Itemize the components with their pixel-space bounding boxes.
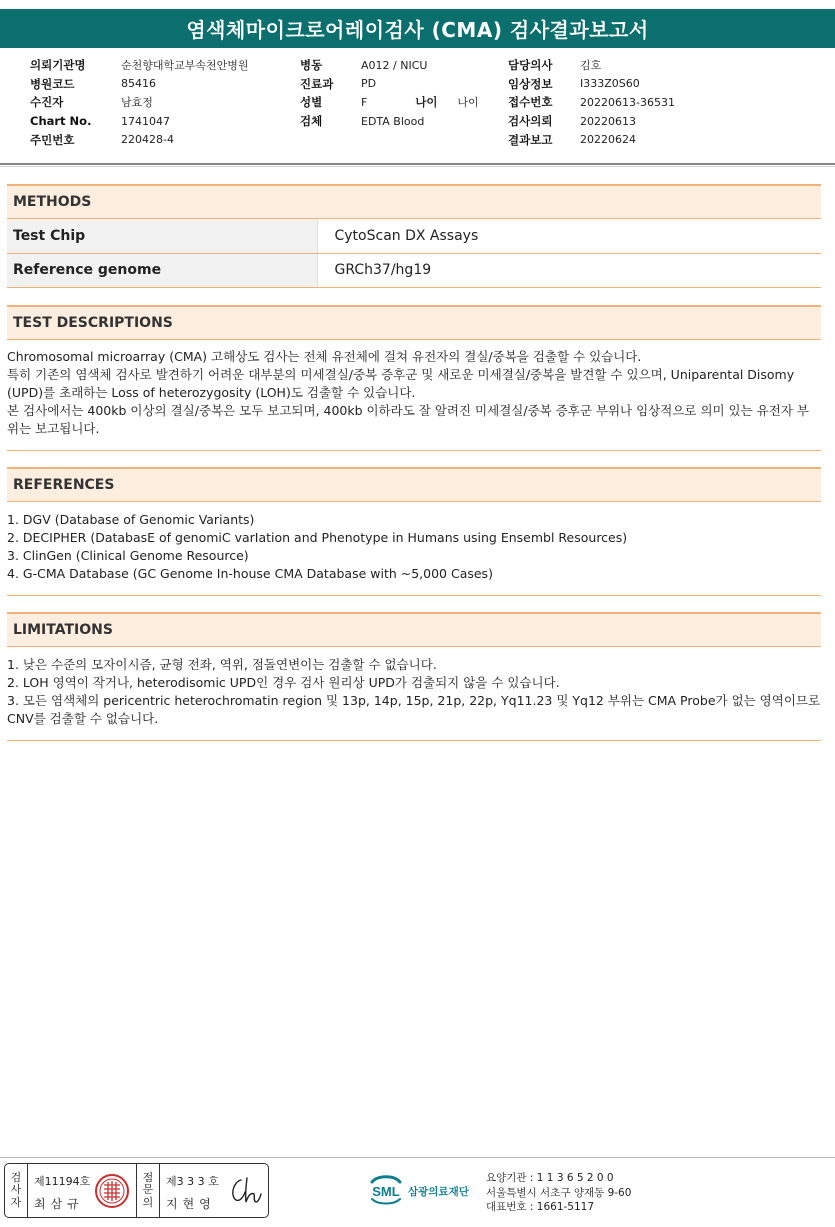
handwritten-signature-icon	[227, 1174, 263, 1208]
footer-divider	[0, 1157, 835, 1158]
methods-value: GRCh37/hg19	[317, 253, 821, 287]
description-paragraph: Chromosomal microarray (CMA) 고해상도 검사는 전체 유전체에 걸쳐 유전자의 결실/중복을 검출할 수 있습니다.	[7, 349, 642, 364]
org-address: 서울특별시 서초구 양재동 9-60	[486, 1186, 632, 1199]
info-row-clinical-info: 임상정보 I333Z0S60	[508, 76, 640, 91]
info-row-requesting-institution: 의뢰기관명 순천향대학교부속천안병원	[30, 58, 249, 73]
signature-divider	[27, 1164, 28, 1217]
official-seal-icon	[94, 1173, 130, 1209]
info-row-request-date: 검사의뢰 20220613	[508, 114, 636, 129]
section-divider	[7, 595, 821, 596]
references-heading: REFERENCES	[7, 467, 821, 502]
methods-value: CytoScan DX Assays	[317, 219, 821, 253]
test-descriptions-body	[7, 348, 821, 438]
reference-item: 4. G-CMA Database (GC Genome In-house CMA Database with ~5,000 Cases)	[7, 566, 493, 581]
info-age-label: 나이	[415, 95, 438, 110]
signature-divider	[159, 1164, 160, 1217]
info-row-specimen: 검체 EDTA Blood	[300, 114, 425, 129]
description-paragraph: 특히 기존의 염색체 검사로 발견하기 어려운 대부분의 미세결실/중복 증후군 및 새로운 미세결실/중복을 발견할 수 있으며, Uniparental Disomy (UPD)를 초래하는 Loss of heterozygosity (LOH)도 검출할 수 있습니다.	[7, 367, 795, 400]
info-row-physician: 담당의사 김호	[508, 58, 602, 73]
examiner-license-no: 제11194호	[34, 1175, 91, 1188]
info-row-resident-no: 주민번호 220428-4	[30, 132, 174, 147]
patient-info-col1	[30, 56, 249, 149]
patient-info-col2	[300, 56, 479, 130]
sml-logo-text: SML	[372, 1184, 400, 1199]
header-divider-light	[0, 166, 835, 167]
methods-label: Test Chip	[7, 219, 317, 253]
limitations-list	[7, 656, 821, 728]
report-title: 염색체마이크로어레이검사 (CMA) 검사결과보고서	[0, 9, 835, 48]
reference-item: 2. DECIPHER (DatabasE of genomiC varIation and Phenotype in Humans using Ensembl Resources)	[7, 530, 628, 545]
organization-info	[486, 1171, 631, 1215]
patient-info	[0, 52, 835, 164]
reference-item: 3. ClinGen (Clinical Genome Resource)	[7, 548, 249, 563]
examiner-name: 최삼규	[34, 1197, 84, 1211]
test-descriptions-heading: TEST DESCRIPTIONS	[7, 305, 821, 340]
reviewer-name: 지현영	[166, 1197, 216, 1211]
info-row-patient-name: 수진자 남효정	[30, 95, 153, 110]
info-age-value: 나이	[457, 96, 479, 110]
references-list	[7, 511, 821, 583]
methods-row-test-chip	[7, 219, 821, 253]
reviewer-label: 점 문 의	[142, 1170, 154, 1209]
reviewer-license-no: 제3 3 3 호	[166, 1175, 219, 1188]
methods-row-reference-genome	[7, 253, 821, 287]
description-paragraph: 본 검사에서는 400kb 이상의 결실/중복은 모두 보고되며, 400kb 이하라도 잘 알려진 미세결실/중복 증후군 부위나 임상적으로 의미 있는 유전자 부위는 보고됩니다.	[7, 403, 809, 436]
info-row-report-date: 결과보고 20220624	[508, 132, 636, 147]
sml-logo-icon	[366, 1172, 491, 1208]
methods-heading: METHODS	[7, 184, 821, 219]
info-row-ward: 병동 A012 / NICU	[300, 58, 428, 73]
limitation-item: 2. LOH 영역이 작거나, heterodisomic UPD인 경우 검사 원리상 UPD가 검출되지 않을 수 있습니다.	[7, 675, 560, 690]
reference-item: 1. DGV (Database of Genomic Variants)	[7, 512, 255, 527]
limitation-item: 3. 모든 염색체의 pericentric heterochromatin region 및 13p, 14p, 15p, 21p, 22p, Yq11.23 및 Yq12 부위는 CMA Probe가 없는 영역이므로 CNV를 검출할 수 없습니다.	[7, 693, 821, 726]
patient-info-col3	[508, 56, 675, 149]
org-phone: 대표번호 : 1661-5117	[486, 1201, 595, 1213]
section-divider	[7, 450, 821, 451]
info-row-hospital-code: 병원코드 85416	[30, 76, 156, 91]
limitations-heading: LIMITATIONS	[7, 612, 821, 647]
limitation-item: 1. 낮은 수준의 모자이시즘, 균형 전좌, 역위, 점돌연변이는 검출할 수 없습니다.	[7, 657, 437, 672]
info-row-sex: 성별 F 나이 나이	[300, 95, 479, 110]
info-row-department: 진료과 PD	[300, 76, 377, 91]
section-divider	[7, 740, 821, 741]
methods-table	[7, 219, 821, 288]
header-divider	[0, 163, 835, 165]
org-institution-code: 요양기관 : 1 1 3 6 5 2 0 0	[486, 1172, 614, 1184]
examiner-label: 검 사 자	[10, 1170, 22, 1209]
info-row-receipt-no: 접수번호 20220613-36531	[508, 95, 675, 110]
info-row-chart-no: Chart No. 1741047	[30, 114, 170, 129]
methods-label: Reference genome	[7, 253, 317, 287]
sml-foundation-name: 삼광의료재단	[408, 1186, 469, 1198]
signature-box	[4, 1163, 269, 1218]
